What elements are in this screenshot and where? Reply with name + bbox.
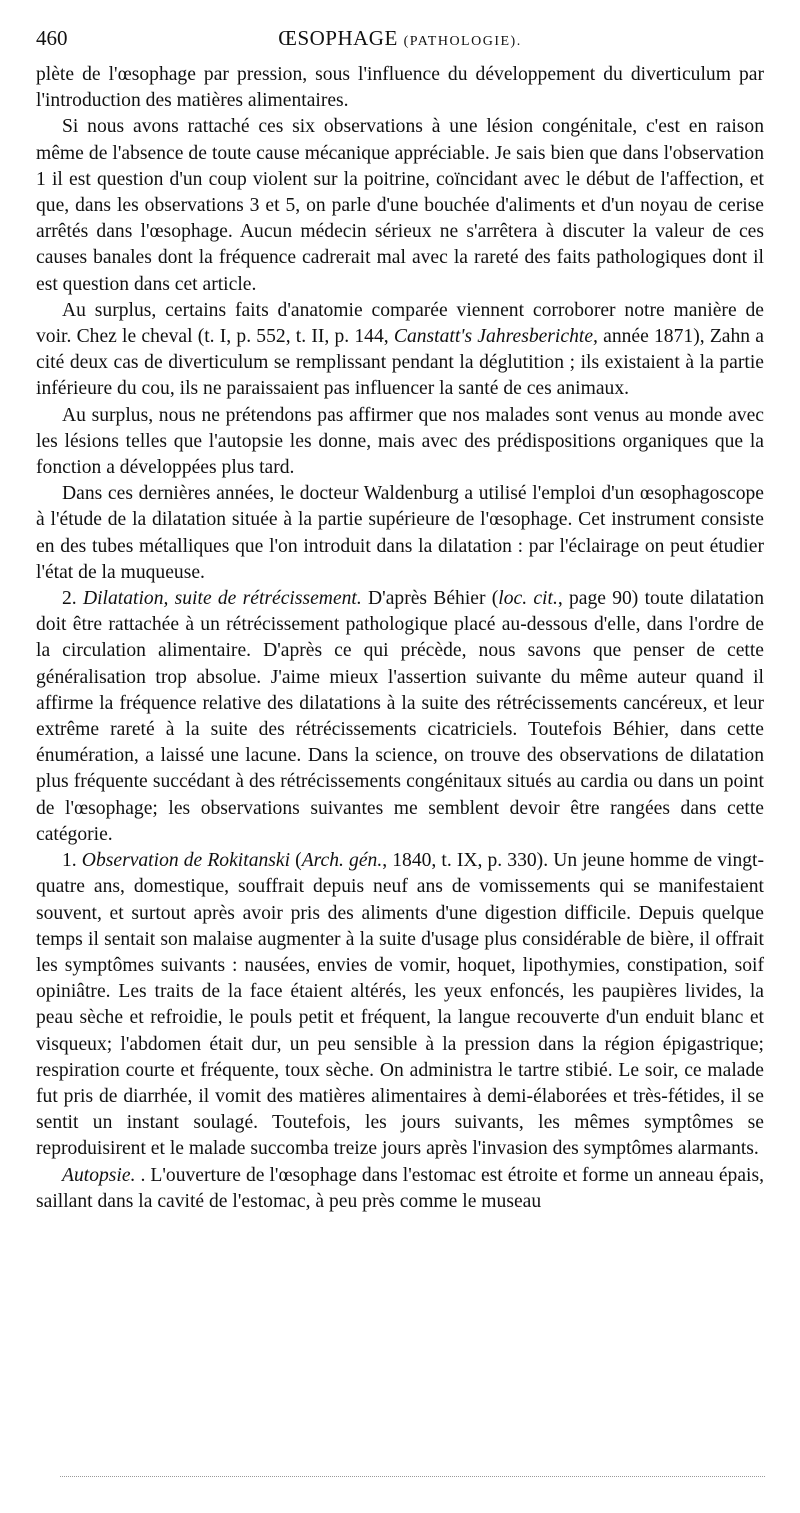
running-head bbox=[36, 18, 764, 62]
citation-italic: loc. cit. bbox=[498, 588, 558, 610]
paragraph-comparative-anatomy bbox=[36, 298, 764, 403]
body-text bbox=[36, 62, 764, 1215]
paragraph-congenital-lesion: Si nous avons rattaché ces six observations à une lésion congénitale, c'est en raison même de l'absence de toute cause mécanique appréciable. Je sais bien que dans l'observation 1 il est question d'un coup violent sur la poitrine, coïncidant avec le début de l'affection, et que, dans les observations 3 et 5, on parle d'une bouchée d'aliments et d'un noyau de cerise arrêtés dans l'œsophage. Aucun médecin sérieux ne s'arrêtera à discuter la valeur de ces causes banales dont la fréquence cadrerait mal avec la rareté des faits pathologiques dont il est question dans cet article. bbox=[36, 116, 764, 295]
paragraph-rokitanski-observation bbox=[36, 848, 764, 1162]
citation-italic: Arch. gén. bbox=[301, 850, 383, 872]
running-head-title: ŒSOPHAGE bbox=[278, 26, 398, 50]
page-header bbox=[36, 18, 764, 58]
paragraph-autopsy bbox=[36, 1163, 764, 1215]
paragraph-continuation: plète de l'œsophage par pression, sous l'influence du développement du diverticulum par l'introduction des matières alimentaires. bbox=[36, 64, 764, 112]
text-run: , page 90) toute dilatation doit être rattachée à un rétrécissement pathologique placé au-dessous d'elle, dans l'ordre de la circulation alimentaire. D'après ce qui précède, nous savons que penser de cette généralisation trop absolue. J'aime mieux l'assertion suivante du même auteur quand il affirme la fréquence relative des dilatations à la suite des rétrécissements cancéreux, et leur extrême rareté à la suite des rétrécissements cicatriciels. Toutefois Béhier, dans cette énumération, a laissé une lacune. Dans la science, on trouve des observations de dilatation plus fréquente succédant à des rétrécissements congénitaux situés au cardia ou dans un point de l'œsophage; les observations suivantes me semblent devoir être rangées dans cette catégorie. bbox=[36, 588, 764, 845]
footer-dotted-rule bbox=[60, 1476, 765, 1477]
paragraph-predispositions: Au surplus, nous ne prétendons pas affirmer que nos malades sont venus au monde avec les lésions telles que l'autopsie les donne, mais avec des prédispositions organiques que la fonction a développées plus tard. bbox=[36, 404, 764, 479]
text-run: D'après Béhier ( bbox=[361, 588, 499, 610]
observation-heading: Observation de Rokitanski bbox=[81, 850, 291, 872]
text-run: . L'ouverture de l'œsophage dans l'estomac est étroite et forme un anneau épais, saillant dans la cavité de l'estomac, à peu près comme le museau bbox=[36, 1164, 764, 1212]
section-number: 2. bbox=[62, 588, 83, 610]
text-run: , 1840, t. IX, p. 330). Un jeune homme de vingt-quatre ans, domestique, souffrait depuis neuf ans de vomissements qui se manifestaient souvent, et surtout après avoir pris des aliments d'une digestion difficile. Depuis quelque temps il sentait son malaise augmenter à la suite d'usage plus considérable de bière, il offrait les symptômes suivants : nausées, envies de vomir, hoquet, lipothymies, constipation, soif opiniâtre. Les traits de la face étaient altérés, les yeux enfoncés, les paupières livides, la peau sèche et refroidie, le pouls petit et fréquent, la langue recouverte d'un enduit blanc et visqueux; l'abdomen était dur, un peu sensible à la pression dans la région épigastrique; respiration courte et fréquente, toux sèche. On administra le tartre stibié. Le soir, ce malade fut pris de diarrhée, il vomit des matières alimentaires à demi-élaborées et très-fétides, il se sentit un instant soulagé. Toutefois, les jours suivants, les mêmes symptômes se reproduisirent et le malade succomba treize jours après l'invasion des symptômes alarmants. bbox=[36, 850, 765, 1160]
text-run: Au surplus, certains faits d'anatomie comparée viennent corroborer notre manière de voir. Chez le cheval (t. I, p. 552, t. II, p. 144, bbox=[36, 299, 764, 348]
text-run: ( bbox=[290, 850, 302, 872]
citation-italic: Canstatt's Jahresberichte, bbox=[393, 326, 598, 348]
page-number: 460 bbox=[36, 26, 68, 50]
running-head-subtitle: (PATHOLOGIE). bbox=[403, 34, 522, 49]
paragraph-oesophagoscope: Dans ces dernières années, le docteur Waldenburg a utilisé l'emploi d'un œsophagoscope à l'étude de la dilatation située à la partie supérieure de l'œsophage. Cet instrument consiste en des tubes métalliques que l'on introduit dans la dilatation : par l'éclairage on peut étudier l'état de la muqueuse. bbox=[36, 483, 764, 583]
paragraph-dilatation-section bbox=[36, 586, 764, 848]
text-run: année 1871), Zahn a cité deux cas de diverticulum se remplissant pendant la déglutition ; ils existaient à la partie inférieure du cou, ils ne paraissaient pas influencer la santé de ces animaux. bbox=[36, 326, 764, 400]
autopsy-heading: Autopsie. bbox=[62, 1164, 136, 1186]
observation-number: 1. bbox=[62, 850, 82, 872]
section-heading: Dilatation, suite de rétrécissement. bbox=[82, 588, 362, 610]
